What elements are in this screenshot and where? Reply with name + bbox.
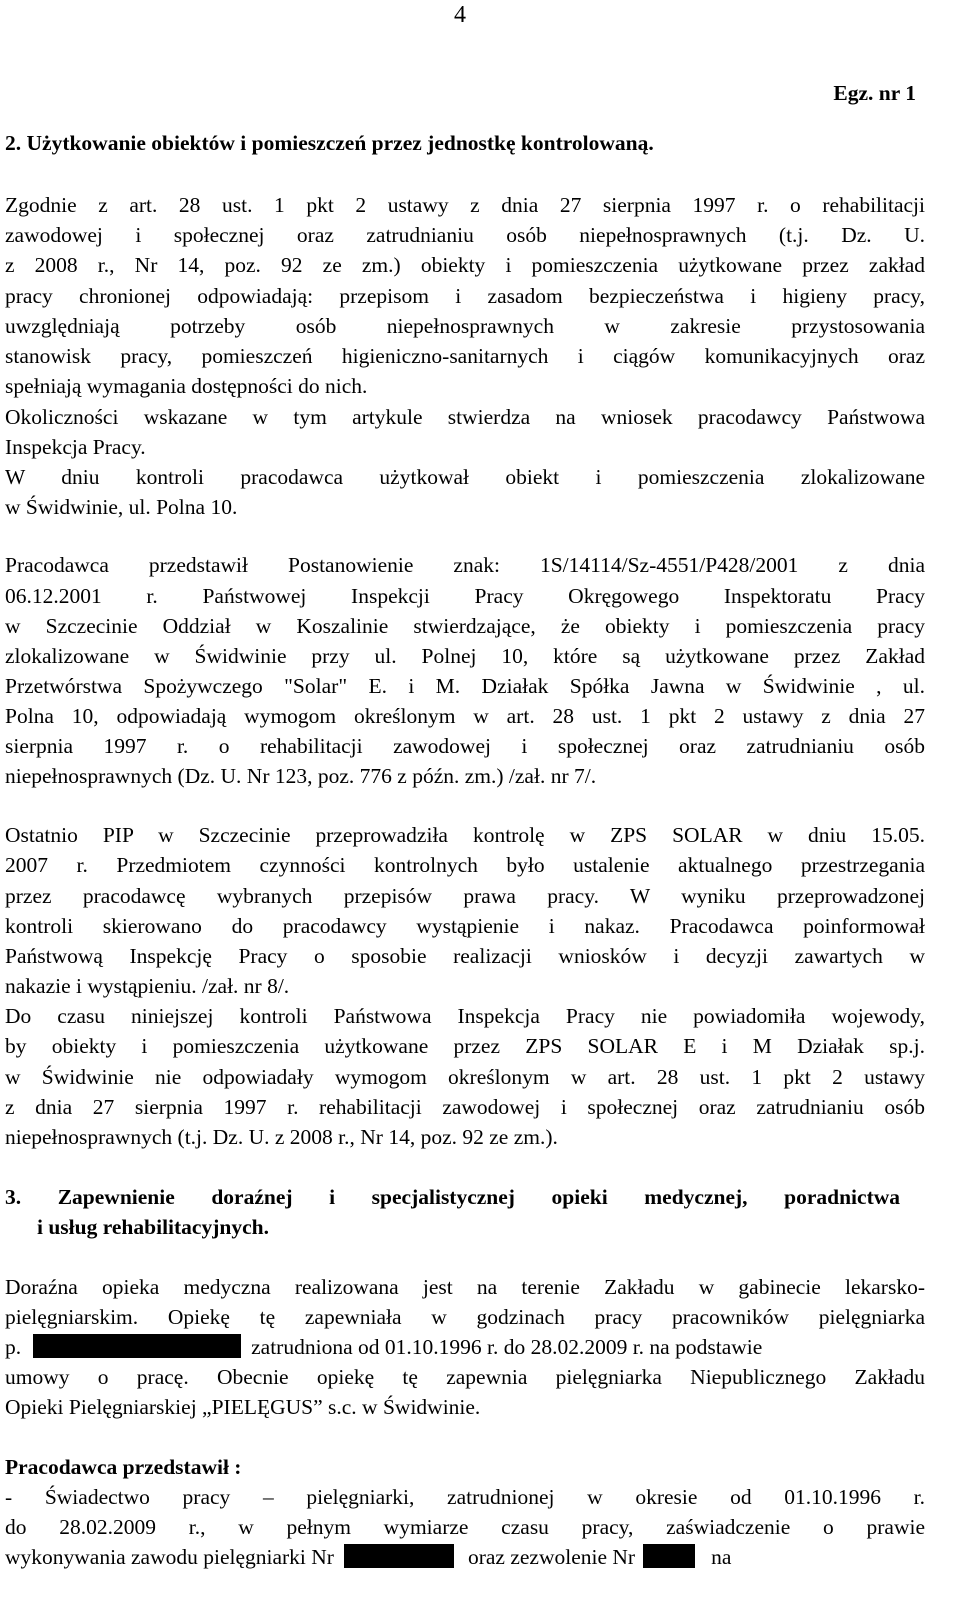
paragraph-line: Państwową Inspekcję Pracy o sposobie realizacji wniosków i decyzji zawartych w (5, 944, 925, 968)
paragraph-line: Do czasu niniejszej kontroli Państwowa Inspekcja Pracy nie powiadomiła wojewody, (5, 1004, 925, 1028)
paragraph-line: Przetwórstwa Spożywczego "Solar" E. i M. Działak Spółka Jawna w Świdwinie , ul. (5, 674, 925, 698)
paragraph-line: w Świdwinie, ul. Polna 10. (5, 495, 238, 519)
paragraph-line: nakazie i wystąpieniu. /zał. nr 8/. (5, 974, 290, 998)
paragraph-line: Inspekcja Pracy. (5, 435, 146, 459)
paragraph-line: Okoliczności wskazane w tym artykule stwierdza na wniosek pracodawcy Państwowa (5, 405, 925, 429)
text-fragment: wykonywania zawodu pielęgniarki Nr (5, 1545, 334, 1569)
paragraph-line: niepełnosprawnych (t.j. Dz. U. z 2008 r., Nr 14, poz. 92 ze zm.). (5, 1125, 558, 1149)
paragraph-line: pielęgniarskim. Opiekę tę zapewniała w godzinach pracy pracowników pielęgniarka (5, 1305, 925, 1329)
paragraph-line-redacted (5, 1332, 925, 1362)
list-item-line: do 28.02.2009 r., w pełnym wymiarze czasu pracy, zaświadczenie o prawie (5, 1515, 925, 1539)
paragraph-line: Zgodnie z art. 28 ust. 1 pkt 2 ustawy z dnia 27 sierpnia 1997 r. o rehabilitacji (5, 193, 925, 217)
employer-heading: Pracodawca przedstawił : (5, 1455, 242, 1479)
paragraph-line: Pracodawca przedstawił Postanowienie znak: 1S/14114/Sz-4551/P428/2001 z dnia (5, 553, 925, 577)
redaction-block (33, 1334, 241, 1358)
paragraph-line: spełniają wymagania dostępności do nich. (5, 374, 368, 398)
paragraph-line: by obiekty i pomieszczenia użytkowane przez ZPS SOLAR E i M Działak sp.j. (5, 1034, 925, 1058)
list-item-line: - Świadectwo pracy – pielęgniarki, zatrudnionej w okresie od 01.10.1996 r. (5, 1485, 925, 1509)
text-fragment: zatrudniona od 01.10.1996 r. do 28.02.2009 r. na podstawie (251, 1335, 763, 1359)
paragraph-line: w Szczecinie Oddział w Koszalinie stwierdzające, że obiekty i pomieszczenia pracy (5, 614, 925, 638)
paragraph-line: W dniu kontroli pracodawca użytkował obiekt i pomieszczenia zlokalizowane (5, 465, 925, 489)
paragraph-line: z 2008 r., Nr 14, poz. 92 ze zm.) obiekty i pomieszczenia użytkowane przez zakład (5, 253, 925, 277)
paragraph-line: Polna 10, odpowiadają wymogom określonym w art. 28 ust. 1 pkt 2 ustawy z dnia 27 (5, 704, 925, 728)
paragraph-line: pracy chronionej odpowiadają: przepisom i zasadom bezpieczeństwa i higieny pracy, (5, 284, 925, 308)
section-2-heading: 2. Użytkowanie obiektów i pomieszczeń przez jednostkę kontrolowaną. (5, 131, 654, 155)
section-3-heading-continued: i usług rehabilitacyjnych. (37, 1215, 269, 1239)
paragraph-line: zawodowej i społecznej oraz zatrudnianiu osób niepełnosprawnych (t.j. Dz. U. (5, 223, 925, 247)
paragraph-line: kontroli skierowano do pracodawcy wystąpienie i nakaz. Pracodawca poinformował (5, 914, 925, 938)
paragraph-line: umowy o pracę. Obecnie opiekę tę zapewnia pielęgniarka Niepublicznego Zakładu (5, 1365, 925, 1389)
text-fragment: oraz zezwolenie Nr (467, 1545, 636, 1569)
paragraph-line: w Świdwinie nie odpowiadały wymogom określonym w art. 28 ust. 1 pkt 2 ustawy (5, 1065, 925, 1089)
list-item-line-redacted (5, 1542, 925, 1572)
paragraph-line: przez pracodawcę wybranych przepisów prawa pracy. W wyniku przeprowadzonej (5, 884, 925, 908)
redaction-block (643, 1544, 695, 1568)
text-fragment: p. (5, 1335, 22, 1359)
paragraph-line: 06.12.2001 r. Państwowej Inspekcji Pracy Okręgowego Inspektoratu Pracy (5, 584, 925, 608)
section-3-heading: 3. Zapewnienie doraźnej i specjalistycznej opieki medycznej, poradnictwa (5, 1185, 900, 1209)
paragraph-line: sierpnia 1997 r. o rehabilitacji zawodowej i społecznej oraz zatrudnianiu osób (5, 734, 925, 758)
paragraph-line: stanowisk pracy, pomieszczeń higieniczno-sanitarnych i ciągów komunikacyjnych oraz (5, 344, 925, 368)
text-fragment: na (711, 1545, 732, 1569)
paragraph-line: niepełnosprawnych (Dz. U. Nr 123, poz. 776 z późn. zm.) /zał. nr 7/. (5, 764, 597, 788)
paragraph-line: z dnia 27 sierpnia 1997 r. rehabilitacji zawodowej i społecznej oraz zatrudnianiu osób (5, 1095, 925, 1119)
paragraph-line: uwzględniają potrzeby osób niepełnosprawnych w zakresie przystosowania (5, 314, 925, 338)
page-number: 4 (454, 2, 466, 28)
redaction-block (344, 1544, 454, 1568)
paragraph-line: Ostatnio PIP w Szczecinie przeprowadziła kontrolę w ZPS SOLAR w dniu 15.05. (5, 823, 925, 847)
paragraph-line: Doraźna opieka medyczna realizowana jest na terenie Zakładu w gabinecie lekarsko- (5, 1275, 925, 1299)
paragraph-line: 2007 r. Przedmiotem czynności kontrolnych było ustalenie aktualnego przestrzegania (5, 853, 925, 877)
paragraph-line: zlokalizowane w Świdwinie przy ul. Polnej 10, które są użytkowane przez Zakład (5, 644, 925, 668)
copy-number: Egz. nr 1 (833, 81, 916, 105)
paragraph-line: Opieki Pielęgniarskiej „PIELĘGUS” s.c. w Świdwinie. (5, 1395, 481, 1419)
